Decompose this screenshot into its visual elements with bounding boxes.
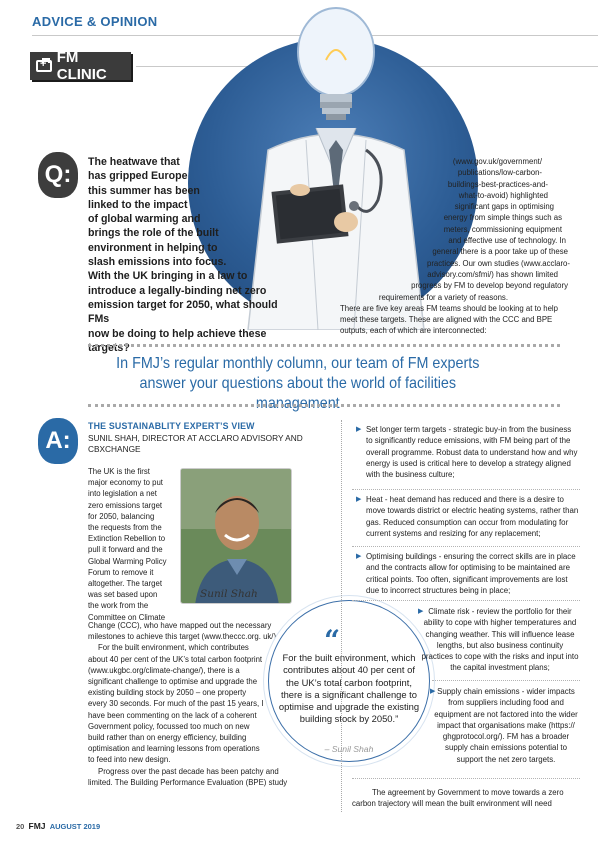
bullet-item xyxy=(432,686,580,765)
dotted-divider xyxy=(352,778,580,779)
text-line: was set based upon xyxy=(88,590,158,600)
bullet-item xyxy=(356,494,580,539)
triangle-bullet-icon: ▶ xyxy=(430,688,436,695)
closing-text: The agreement by Government to move towards a zero carbon trajectory will mean the built environment will need xyxy=(352,788,564,809)
column-divider xyxy=(341,420,342,812)
dotted-divider xyxy=(352,600,580,601)
text-line: Global Warming Policy xyxy=(88,556,167,566)
page-footer xyxy=(16,821,100,831)
text-line: the requests from the xyxy=(88,523,162,533)
answer-badge: A: xyxy=(38,418,78,464)
dotted-divider xyxy=(352,489,580,490)
quote-mark-icon: “ xyxy=(324,624,338,657)
answer-narrow-column xyxy=(88,466,174,623)
bullet-item xyxy=(420,606,580,674)
intro-banner: In FMJ’s regular monthly column, our team of FM experts answer your questions about the world of facilities management xyxy=(116,355,480,412)
text-line: requirements for a variety of reasons. xyxy=(378,292,508,302)
question-line: emission target for 2050, what should FMs xyxy=(88,298,278,326)
text-line: altogether. The target xyxy=(88,579,162,589)
text-line: meet these targets. These are aligned with the CCC and BPE xyxy=(340,315,553,325)
text-line: outputs, each of which are interconnected: xyxy=(340,326,487,336)
bullet-item xyxy=(356,424,580,480)
paragraph: Change (CCC), who have mapped out the necessary milestones to achieve this target (www.theccc.org. uk/). xyxy=(88,621,279,642)
question-line: With the UK bringing in a law to xyxy=(88,270,248,283)
text-line: buildings-best-practices-and- xyxy=(447,179,548,189)
text-line: major economy to put xyxy=(88,478,163,488)
text-line: pull it forward and the xyxy=(88,545,163,555)
paragraph: Progress over the past decade has been patchy and limited. The Building Performance Evaluation (BPE) study xyxy=(88,766,288,787)
dotted-divider xyxy=(88,344,560,347)
bullet-text: Set longer term targets - strategic buy-in from the business to significantly reduce emissions, with FM being part of the overall programme. Robust data to understand how and why energy is used is critical here to develop a strategy aligned with the business culture; xyxy=(366,425,578,480)
text-line: general there is a poor take up of these xyxy=(432,247,568,257)
text-line: what-to-avoid) highlighted xyxy=(458,190,548,200)
text-line: and effective use of technology. In xyxy=(448,236,566,246)
question-line: introduce a legally-binding net zero xyxy=(88,284,267,297)
page-number: 20 xyxy=(16,822,25,831)
triangle-bullet-icon: ▶ xyxy=(356,553,362,560)
text-line: significant gaps in optimising xyxy=(454,202,554,212)
text-line: Extinction Rebellion to xyxy=(88,534,166,544)
bullet-item xyxy=(356,551,580,596)
text-line: Forum to remove it xyxy=(88,567,154,577)
text-line: Committee on Climate xyxy=(88,612,166,622)
author-signature: Sunil Shah xyxy=(200,588,258,600)
text-line: for 2050, balancing xyxy=(88,511,155,521)
question-line: has gripped Europe xyxy=(88,170,188,183)
pull-quote-text: For the built environment, which contributes about 40 per cent of the UK’s total carbon footprint, there is a significant challenge to optimise and upgrade the existing building stock by 2050.” xyxy=(278,652,420,725)
paragraph: For the built environment, which contributes about 40 per cent of the UK’s total carbon footprint (www.ukgbc.org/climate-change/), there is a significant challenge to optimise and upgrade the existing building stock by 2050 – one property every 30 seconds. For much of the past 15 years, I have been commenting on the lack of a coherent Government policy, focussed too much on new build rather than on energy efficiency, building optimisation and learning lessons from operations to feed into new design. xyxy=(88,643,264,765)
text-line: There are five key areas FM teams should be looking at to help xyxy=(340,303,558,313)
text-line: into legislation a net xyxy=(88,489,157,499)
banner-label: FM CLINIC xyxy=(56,49,107,83)
magazine-logo: FMJ xyxy=(28,821,46,831)
expert-byline: SUNIL SHAH, DIRECTOR AT ACCLARO ADVISORY AND CBXCHANGE xyxy=(88,433,303,454)
question-line: The heatwave that xyxy=(88,156,180,168)
author-photo xyxy=(180,468,292,604)
text-line: publications/low-carbon- xyxy=(457,168,542,178)
dotted-divider xyxy=(88,404,560,407)
medical-kit-icon xyxy=(36,60,52,72)
text-line: advisory.com/sfmi/) has shown limited xyxy=(427,269,558,279)
question-line: this summer has been xyxy=(88,184,200,197)
issue-date: AUGUST 2019 xyxy=(49,822,101,831)
answer-body xyxy=(88,620,288,788)
bullet-text: Heat - heat demand has reduced and there is a desire to move towards district or electric heating systems, rather than gas. Reduced consumption can occur from modulating for current systems and resizing for any replacement; xyxy=(366,495,579,538)
top-right-text xyxy=(340,156,578,337)
bullet-text: Supply chain emissions - wider impacts from suppliers including food and equipment are not factored into the wider impact that organisations make (https:// ghgprotocol.org/). FM has a broader supply chain emissions potential to support the net zero targets. xyxy=(434,687,578,764)
dotted-divider xyxy=(432,680,580,681)
question-badge: Q: xyxy=(38,152,78,198)
bullet-text: Optimising buildings - ensuring the correct skills are in place and the contracts allow for optimising to be maintained are critical points. Too often, significant improvements are lost due to incorrect structures being in place; xyxy=(366,552,576,595)
question-line: environment in helping to xyxy=(88,241,218,254)
dotted-divider xyxy=(352,546,580,547)
question-line: slash emissions into focus. xyxy=(88,256,227,269)
text-line: meters, commissioning equipment xyxy=(443,224,562,234)
bullet-text: Climate risk - review the portfolio for their ability to cope with higher temperatures and changing weather. This will influence lease lengths, but also business continuity practices to cope with the risks and input into the capital investment plans; xyxy=(421,607,579,673)
triangle-bullet-icon: ▶ xyxy=(356,426,362,433)
triangle-bullet-icon: ▶ xyxy=(356,496,362,503)
question-line: now be doing to help achieve these targets? xyxy=(88,327,267,354)
text-line: zero emissions target xyxy=(88,500,163,510)
section-tag: ADVICE & OPINION xyxy=(32,14,158,29)
text-line: progress by FM to develop beyond regulatory xyxy=(411,281,568,291)
closing-paragraph xyxy=(352,787,582,809)
pull-quote-signature: – Sunil Shah xyxy=(324,744,374,754)
text-line: (www.gov.uk/government/ xyxy=(452,157,542,166)
triangle-bullet-icon: ▶ xyxy=(418,608,424,615)
question-line: of global warming and xyxy=(88,213,201,226)
fm-clinic-banner xyxy=(30,49,131,83)
text-line: the work from the xyxy=(88,601,149,611)
question-line: brings the role of the built xyxy=(88,227,219,240)
text-line: practices. Our own studies (www.acclaro- xyxy=(427,258,570,268)
lightbulb-icon xyxy=(298,8,374,120)
question-text xyxy=(88,155,288,355)
expert-heading: THE SUSTAINABLITY EXPERT’S VIEW xyxy=(88,421,255,431)
text-line: The UK is the first xyxy=(88,467,150,476)
question-line: linked to the impact xyxy=(88,198,188,211)
text-line: energy from simple things such as xyxy=(443,213,562,223)
